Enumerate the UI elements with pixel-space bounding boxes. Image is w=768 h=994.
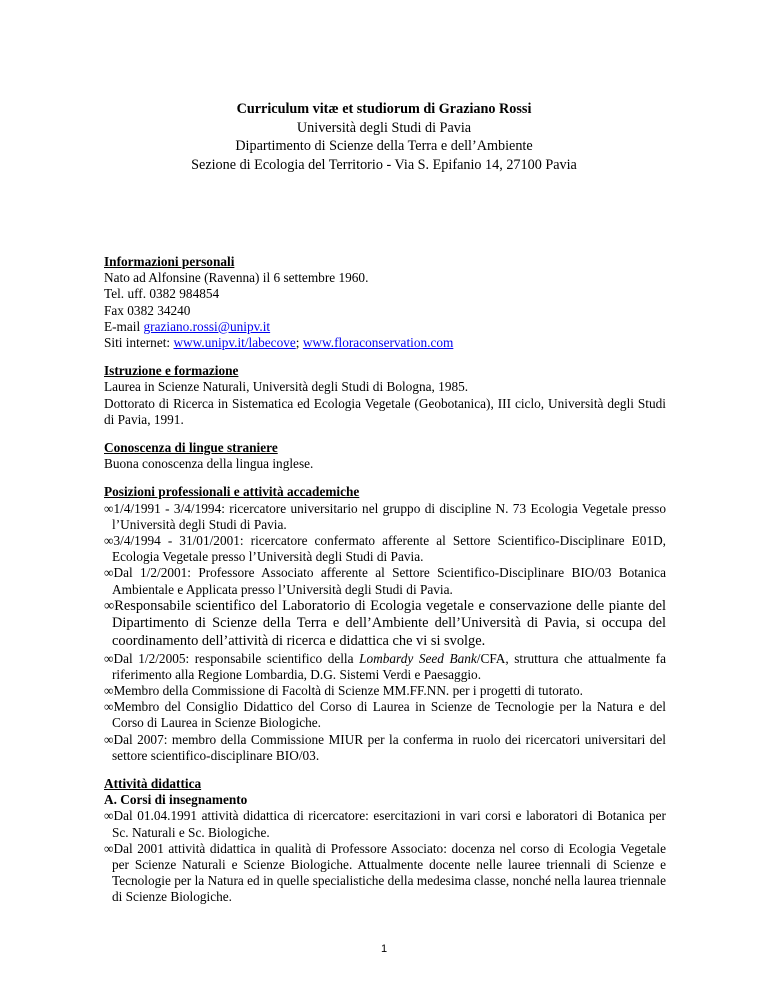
- list-item: ∞Membro del Consiglio Didattico del Corso di Laurea in Scienze de Tecnologie per la Natura e del Corso di Laurea in Scienze Biologiche.: [104, 699, 666, 731]
- document-body: [104, 254, 666, 918]
- birth-info: Nato ad Alfonsine (Ravenna) il 6 settembre 1960.: [104, 270, 369, 286]
- infinity-bullet-icon: ∞: [104, 597, 115, 614]
- fax-info: Fax 0382 34240: [104, 302, 191, 318]
- infinity-bullet-icon: ∞: [104, 731, 114, 747]
- websites-line: [104, 335, 666, 351]
- languages-text: Buona conoscenza della lingua inglese.: [104, 456, 314, 472]
- positions-list: [104, 501, 666, 764]
- websites-label: Siti internet:: [104, 335, 174, 351]
- infinity-bullet-icon: ∞: [104, 650, 114, 666]
- infinity-bullet-icon: ∞: [104, 683, 114, 699]
- address-line: Sezione di Ecologia del Territorio - Via S. Epifanio 14, 27100 Pavia: [191, 156, 577, 173]
- personal-section: [104, 254, 666, 351]
- list-item: ∞3/4/1994 - 31/01/2001: ricercatore confermato afferente al Settore Scientifico-Disciplinare E01D, Ecologia Vegetale presso l’Università degli Studi di Pavia.: [104, 533, 666, 565]
- infinity-bullet-icon: ∞: [104, 533, 114, 549]
- seed-bank-name: Lombardy Seed Bank: [359, 650, 477, 666]
- list-item: ∞Membro della Commissione di Facoltà di Scienze MM.FF.NN. per i progetti di tutorato.: [104, 683, 583, 699]
- teaching-list: [104, 808, 666, 905]
- website-link-labecove[interactable]: www.unipv.it/labecove: [173, 335, 296, 351]
- languages-heading: Conoscenza di lingue straniere: [104, 440, 278, 456]
- languages-section: [104, 440, 666, 472]
- education-degree: Laurea in Scienze Naturali, Università degli Studi di Bologna, 1985.: [104, 379, 469, 395]
- list-item: ∞Dal 1/2/2001: Professore Associato afferente al Settore Scientifico-Disciplinare BIO/03 Botanica Ambientale e Applicata presso l’Università degli Studi di Pavia.: [104, 565, 666, 597]
- positions-heading: Posizioni professionali e attività accademiche: [104, 484, 360, 500]
- infinity-bullet-icon: ∞: [104, 840, 114, 856]
- page-number: 1: [380, 943, 388, 955]
- infinity-bullet-icon: ∞: [104, 699, 114, 715]
- email-label: E-mail: [104, 318, 144, 334]
- list-item: ∞Dal 2001 attività didattica in qualità di Professore Associato: docenza nel corso di Ecologia Vegetale per Scienze Naturali e Scienze Biologiche. Attualmente docente nelle lauree triennali di Scienze e Tecnologie per la Natura ed in quelle specialistiche della medesima classe, nonché nella laurea triennale di Scienze Biologiche.: [104, 840, 666, 905]
- document-title: Curriculum vitæ et studiorum di Graziano Rossi: [236, 101, 532, 117]
- personal-heading: Informazioni personali: [104, 254, 235, 269]
- document-header: [0, 100, 768, 174]
- website-link-floraconservation[interactable]: www.floraconservation.com: [302, 335, 454, 351]
- positions-section: [104, 484, 666, 764]
- websites-separator: ;: [295, 335, 303, 351]
- list-item: ∞Responsabile scientifico del Laboratorio di Ecologia vegetale e conservazione delle piante del Dipartimento di Scienze della Terra e dell’Ambiente dell’Università di Pavia, si occupa del coordinamento dell’attività di ricerca e didattica che vi si svolge.: [104, 597, 666, 650]
- email-link[interactable]: graziano.rossi@unipv.it: [143, 318, 271, 334]
- infinity-bullet-icon: ∞: [104, 808, 114, 824]
- education-section: [104, 363, 666, 428]
- teaching-subheading: A. Corsi di insegnamento: [104, 792, 248, 808]
- list-item: ∞1/4/1991 - 3/4/1994: ricercatore universitario nel gruppo di discipline N. 73 Ecologia Vegetale presso l’Università degli Studi di Pavia.: [104, 500, 666, 532]
- phone-info: Tel. uff. 0382 984854: [104, 286, 220, 302]
- university-line: Università degli Studi di Pavia: [296, 119, 472, 136]
- department-line: Dipartimento di Scienze della Terra e dell’Ambiente: [235, 138, 533, 154]
- teaching-section: [104, 776, 666, 906]
- infinity-bullet-icon: ∞: [104, 500, 114, 516]
- education-heading: Istruzione e formazione: [104, 363, 239, 379]
- list-item: ∞Dal 2007: membro della Commissione MIUR per la conferma in ruolo dei ricercatori universitari del settore scientifico-disciplinare BIO/03.: [104, 731, 666, 763]
- list-item: ∞Dal 01.04.1991 attività didattica di ricercatore: esercitazioni in vari corsi e laboratori di Botanica per Sc. Naturali e Sc. Biologiche.: [104, 808, 666, 840]
- teaching-heading: Attività didattica: [104, 776, 202, 792]
- email-line: [104, 319, 666, 335]
- list-item: ∞Dal 1/2/2005: responsabile scientifico della Lombardy Seed Bank/CFA, struttura che attualmente fa riferimento alla Regione Lombardia, D.G. Sistemi Verdi e Paesaggio.: [104, 650, 667, 682]
- infinity-bullet-icon: ∞: [104, 565, 114, 581]
- education-phd: Dottorato di Ricerca in Sistematica ed Ecologia Vegetale (Geobotanica), III ciclo, Università degli Studi di Pavia, 1991.: [104, 395, 666, 427]
